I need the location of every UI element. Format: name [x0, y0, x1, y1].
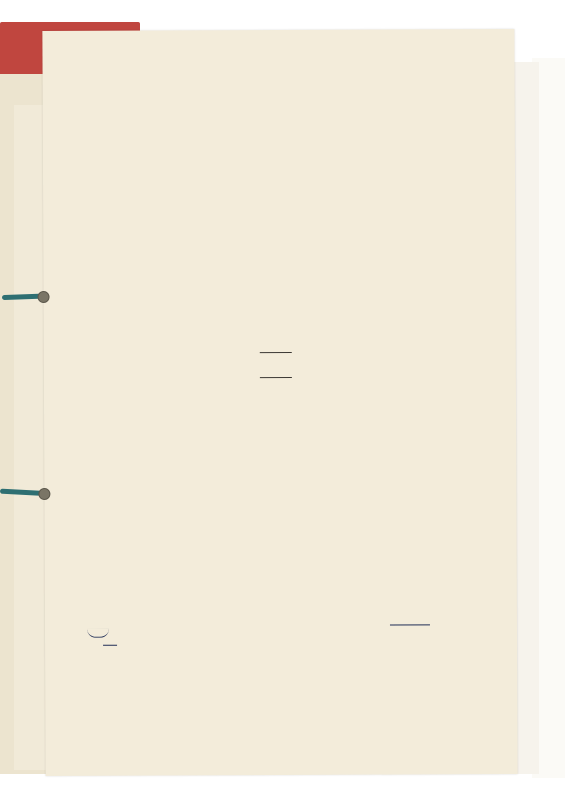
punch-hole-top [38, 291, 50, 303]
pen-mark-lumpur [103, 645, 117, 646]
total-rule-bottom [260, 377, 292, 378]
document-page [42, 29, 517, 776]
total-rule-top [260, 352, 292, 353]
punch-hole-bottom [38, 488, 50, 500]
pen-underline-1315 [390, 624, 430, 625]
pen-underline-0030 [87, 629, 109, 638]
